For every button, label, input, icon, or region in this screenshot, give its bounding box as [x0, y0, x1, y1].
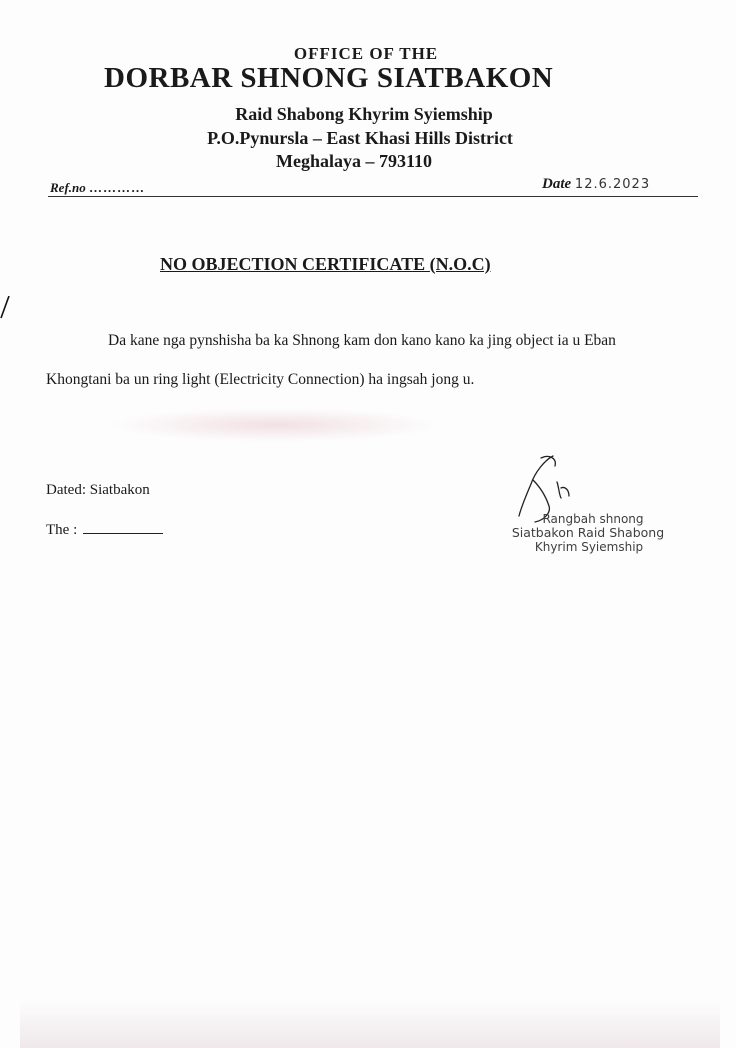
- the-field: [46, 521, 163, 539]
- date-value: 12.6.2023: [574, 177, 651, 192]
- header-divider: [48, 196, 698, 197]
- the-blank-line: [83, 521, 163, 534]
- address-line-2: P.O.Pynursla – East Khasi Hills District: [207, 128, 513, 148]
- ref-value: …………: [89, 180, 145, 195]
- ref-number: [50, 180, 145, 196]
- address-line-3: Meghalaya – 793110: [276, 151, 432, 171]
- body-line-2: Khongtani ba un ring light (Electricity Connection) ha ingsah jong u.: [46, 371, 475, 388]
- official-stamp: [508, 512, 668, 554]
- stamp-line-2: Siatbakon Raid Shabong: [511, 525, 665, 540]
- address-line-1: Raid Shabong Khyrim Syiemship: [235, 104, 493, 124]
- ref-label: Ref.no: [50, 180, 86, 195]
- stamp-line-1: Rangbah shnong: [542, 512, 644, 526]
- office-of-heading: OFFICE OF THE: [293, 44, 439, 63]
- date-field: [542, 176, 650, 193]
- the-label: The :: [46, 522, 78, 538]
- stamp-line-3: Khyrim Syiemship: [534, 540, 644, 554]
- organization-name: DORBAR SHNONG SIATBAKON: [104, 62, 554, 94]
- stain-mark-bottom: [20, 1000, 720, 1048]
- dated-place: Dated: Siatbakon: [46, 482, 150, 498]
- body-line-1: Da kane nga pynshisha ba ka Shnong kam don kano kano ka jing object ia u Eban: [108, 332, 616, 349]
- stain-mark: [110, 408, 440, 442]
- certificate-title: NO OBJECTION CERTIFICATE (N.O.C): [160, 254, 491, 274]
- date-label: Date: [542, 176, 572, 192]
- margin-pen-mark: [0, 296, 10, 320]
